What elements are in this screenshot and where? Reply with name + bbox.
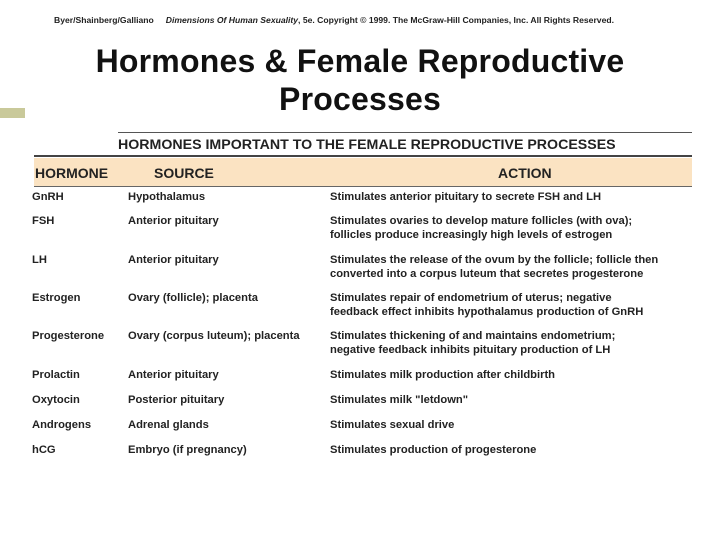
action-cell <box>330 419 710 433</box>
source-cell: Anterior pituitary <box>128 254 219 266</box>
accent-bar <box>0 108 25 118</box>
action-line: Stimulates milk "letdown" <box>330 394 469 406</box>
hormone-cell: Androgens <box>32 419 92 431</box>
source-cell: Ovary (corpus luteum); placenta <box>128 330 300 342</box>
slide-title-line-2: Processes <box>279 81 441 117</box>
action-line: Stimulates milk production after childbirth <box>330 369 556 381</box>
slide-title-line-1: Hormones & Female Reproductive <box>95 43 625 79</box>
action-line: follicles produce increasingly high levels of estrogen <box>330 228 613 241</box>
copyright-book-title: Dimensions Of Human Sexuality <box>165 15 299 25</box>
action-line: Stimulates anterior pituitary to secrete FSH and LH <box>330 191 602 203</box>
action-cell <box>330 444 710 458</box>
column-header-action: ACTION <box>498 165 552 181</box>
hormone-cell: LH <box>32 254 47 266</box>
hormone-cell: FSH <box>32 215 55 227</box>
hormone-cell: Estrogen <box>32 292 81 304</box>
hormone-cell: Oxytocin <box>32 394 80 406</box>
source-cell: Posterior pituitary <box>128 394 225 406</box>
source-cell: Adrenal glands <box>128 419 209 431</box>
hormone-cell: GnRH <box>32 191 64 203</box>
action-line: converted into a corpus luteum that secretes progesterone <box>330 267 644 280</box>
copyright-notice <box>54 15 694 25</box>
source-cell: Anterior pituitary <box>128 369 219 381</box>
source-cell: Anterior pituitary <box>128 215 219 227</box>
action-line: Stimulates ovaries to develop mature follicles (with ova); <box>330 215 633 227</box>
action-line: Stimulates repair of endometrium of uterus; negative <box>330 292 612 304</box>
action-line: feedback effect inhibits hypothalamus production of GnRH <box>330 305 644 318</box>
action-cell <box>330 254 710 281</box>
action-line: negative feedback inhibits pituitary production of LH <box>330 343 611 356</box>
action-line: Stimulates sexual drive <box>330 419 455 431</box>
action-cell <box>330 292 710 319</box>
action-line: Stimulates the release of the ovum by the follicle; follicle then <box>330 254 659 266</box>
copyright-rest: , 5e. Copyright © 1999. The McGraw-Hill Companies, Inc. All Rights Reserved. <box>298 15 614 25</box>
source-cell: Hypothalamus <box>128 191 206 203</box>
hormone-cell: Progesterone <box>32 330 105 342</box>
action-cell <box>330 330 710 357</box>
table-top-rule <box>118 132 692 133</box>
copyright-authors: Byer/Shainberg/Galliano <box>54 15 154 25</box>
table-header-band <box>34 158 692 186</box>
action-cell <box>330 191 710 205</box>
action-cell <box>330 394 710 408</box>
action-line: Stimulates production of progesterone <box>330 444 537 456</box>
table-header-rule <box>34 155 692 157</box>
source-cell: Ovary (follicle); placenta <box>128 292 258 304</box>
slide-title <box>0 42 720 118</box>
action-cell <box>330 369 710 383</box>
column-header-hormone: HORMONE <box>35 165 109 181</box>
hormone-cell: hCG <box>32 444 56 456</box>
action-cell <box>330 215 710 242</box>
table-header-bottom-rule <box>34 186 692 187</box>
hormone-cell: Prolactin <box>32 369 80 381</box>
table-title: HORMONES IMPORTANT TO THE FEMALE REPRODUCTIVE PROCESSES <box>118 137 616 153</box>
action-line: Stimulates thickening of and maintains endometrium; <box>330 330 616 342</box>
column-header-source: SOURCE <box>154 165 214 181</box>
source-cell: Embryo (if pregnancy) <box>128 444 247 456</box>
